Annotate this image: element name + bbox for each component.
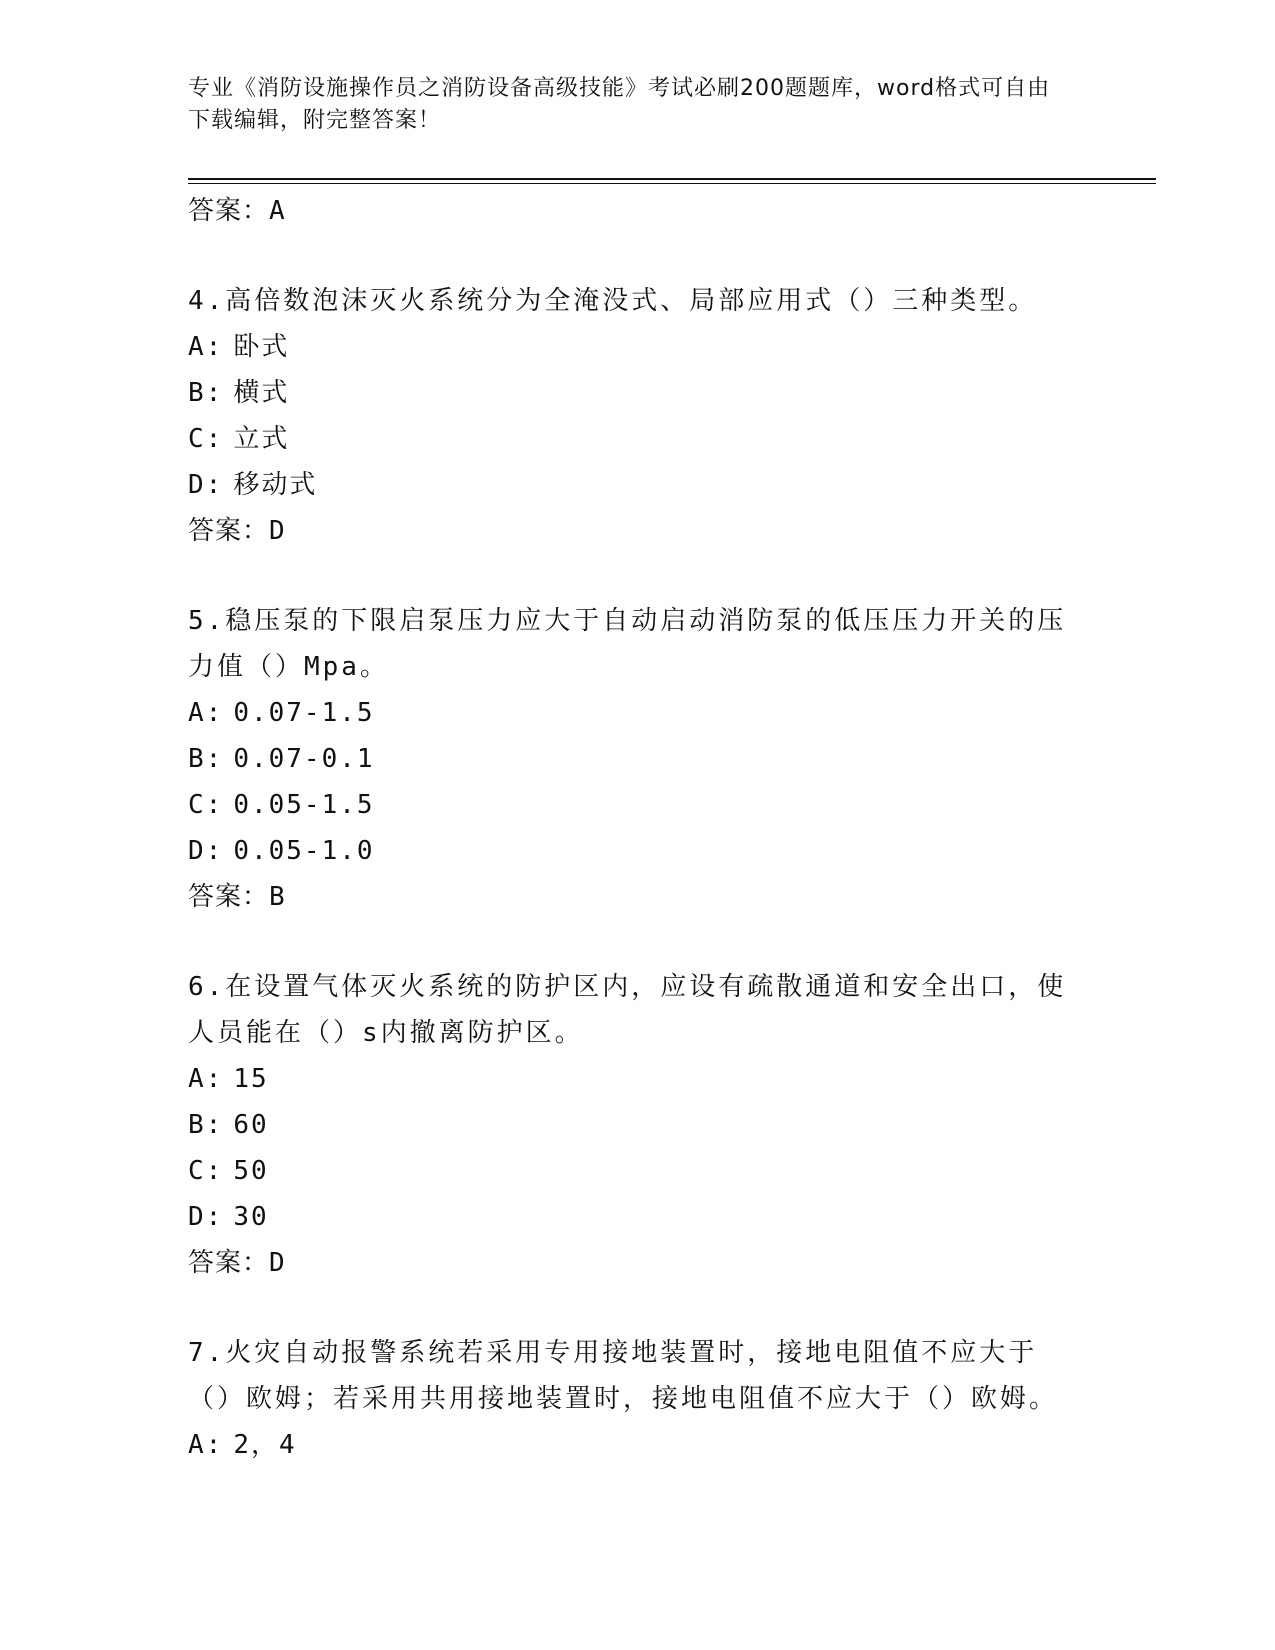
option-key: A: xyxy=(188,1430,224,1460)
option-key: B: xyxy=(188,378,224,408)
option-text: 0.05-1.5 xyxy=(233,790,375,820)
question-stem: 6.在设置气体灭火系统的防护区内，应设有疏散通道和安全出口，使人员能在（）s内撤离防护区。 xyxy=(188,972,1067,1048)
answer-line xyxy=(188,188,1068,234)
option-text: 卧式 xyxy=(233,332,290,362)
answer-value: D xyxy=(269,1248,286,1278)
option-key: B: xyxy=(188,744,224,774)
answer-label: 答案： xyxy=(188,1248,270,1278)
question-5 xyxy=(188,598,1068,920)
option-c xyxy=(188,416,1068,462)
option-key: D: xyxy=(188,470,224,500)
option-a xyxy=(188,1056,1068,1102)
option-d xyxy=(188,462,1068,508)
answer-label: 答案： xyxy=(188,516,270,546)
option-b xyxy=(188,1102,1068,1148)
option-key: B: xyxy=(188,1110,224,1140)
question-stem: 4.高倍数泡沫灭火系统分为全淹没式、局部应用式（）三种类型。 xyxy=(188,286,1038,316)
option-key: A: xyxy=(188,332,224,362)
answer-value: B xyxy=(269,882,286,912)
option-text: 移动式 xyxy=(233,470,318,500)
option-a xyxy=(188,690,1068,736)
answer-label: 答案： xyxy=(188,196,270,226)
option-b xyxy=(188,736,1068,782)
option-key: C: xyxy=(188,1156,224,1186)
header-rule-thick xyxy=(188,178,1156,180)
option-text: 0.05-1.0 xyxy=(233,836,375,866)
header-rule-thin xyxy=(188,183,1156,184)
question-stem: 5.稳压泵的下限启泵压力应大于自动启动消防泵的低压压力开关的压力值（）Mpa。 xyxy=(188,606,1067,682)
answer-line xyxy=(188,508,1068,554)
option-text: 横式 xyxy=(233,378,290,408)
option-text: 30 xyxy=(233,1202,269,1232)
option-a xyxy=(188,324,1068,370)
option-text: 50 xyxy=(233,1156,269,1186)
option-d xyxy=(188,828,1068,874)
answer-line xyxy=(188,874,1068,920)
option-a xyxy=(188,1422,1068,1468)
option-key: D: xyxy=(188,1202,224,1232)
option-key: A: xyxy=(188,1064,224,1094)
question-stem: 7.火灾自动报警系统若采用专用接地装置时，接地电阻值不应大于（）欧姆；若采用共用接地装置时，接地电阻值不应大于（）欧姆。 xyxy=(188,1338,1059,1414)
option-key: D: xyxy=(188,836,224,866)
question-4 xyxy=(188,278,1068,554)
answer-label: 答案： xyxy=(188,882,270,912)
option-key: A: xyxy=(188,698,224,728)
option-text: 0.07-1.5 xyxy=(233,698,375,728)
answer-line xyxy=(188,1240,1068,1286)
option-b xyxy=(188,370,1068,416)
question-7 xyxy=(188,1330,1068,1468)
option-c xyxy=(188,782,1068,828)
document-body xyxy=(188,188,1068,1468)
answer-value: A xyxy=(269,196,286,226)
option-d xyxy=(188,1194,1068,1240)
option-text: 2，4 xyxy=(233,1430,297,1460)
question-6 xyxy=(188,964,1068,1286)
option-c xyxy=(188,1148,1068,1194)
option-text: 60 xyxy=(233,1110,269,1140)
answer-value: D xyxy=(269,516,286,546)
option-text: 0.07-0.1 xyxy=(233,744,375,774)
option-key: C: xyxy=(188,424,224,454)
document-header: 专业《消防设施操作员之消防设备高级技能》考试必刷200题题库，word格式可自由下载编辑，附完整答案！ xyxy=(188,76,1051,133)
option-text: 立式 xyxy=(233,424,290,454)
option-text: 15 xyxy=(233,1064,269,1094)
option-key: C: xyxy=(188,790,224,820)
